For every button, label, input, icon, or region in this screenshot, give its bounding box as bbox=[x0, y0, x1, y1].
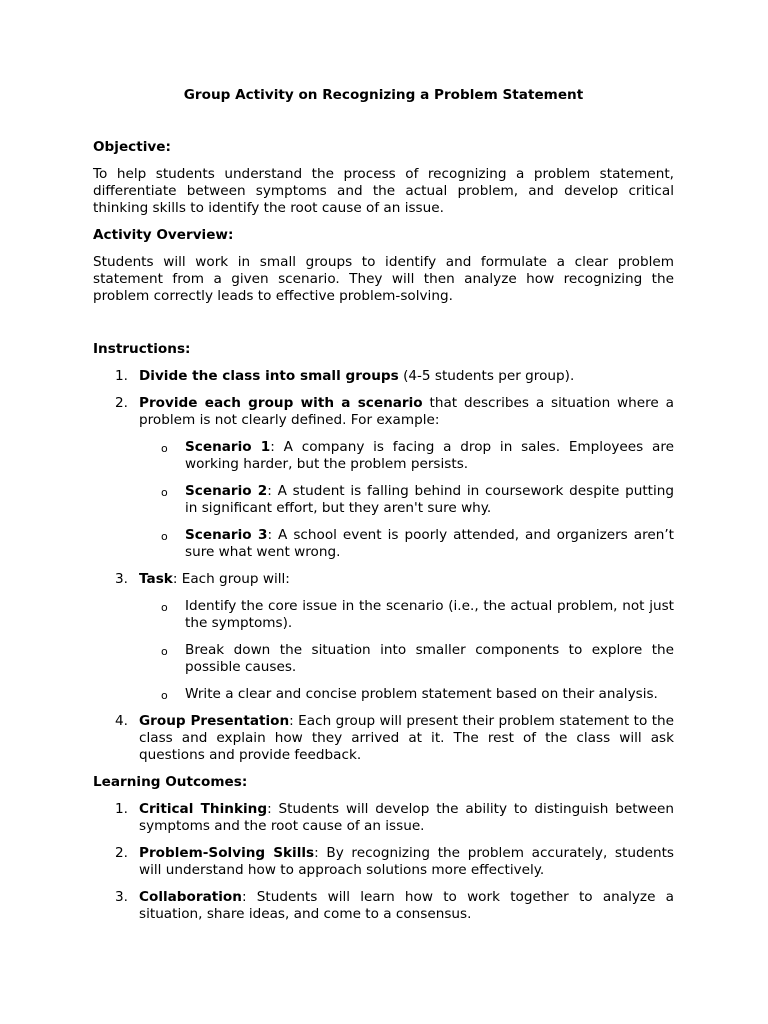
outcomes-heading: Learning Outcomes: bbox=[93, 774, 248, 790]
sub-list-item bbox=[139, 439, 674, 473]
sub-list-item bbox=[139, 642, 674, 676]
sub-item-rest-text: : A student is falling behind in coursework despite putting in significant effort, but they aren't sure why. bbox=[185, 483, 675, 516]
item-lead-bold: Divide the class into small groups bbox=[139, 368, 399, 384]
sub-list-item bbox=[139, 483, 674, 517]
item-number: 2. bbox=[115, 845, 128, 861]
sub-item-lead-bold: Scenario 2 bbox=[185, 483, 268, 499]
item-number: 2. bbox=[115, 395, 128, 411]
circle-bullet-icon: o bbox=[161, 442, 168, 455]
item-rest-text: (4-5 students per group). bbox=[398, 368, 575, 384]
sub-item-rest-text: : A school event is poorly attended, and organizers aren’t sure what went wrong. bbox=[185, 527, 674, 560]
item-number: 4. bbox=[115, 713, 128, 729]
list-item bbox=[93, 801, 674, 835]
list-item bbox=[93, 713, 674, 764]
item-text bbox=[139, 801, 674, 835]
item-lead-bold: Collaboration bbox=[139, 889, 242, 905]
item-number: 3. bbox=[115, 571, 128, 587]
item-rest-text: : Each group will present their problem statement to the class and explain how they arrived at it. The rest of the class will ask questions and provide feedback. bbox=[139, 713, 675, 763]
circle-bullet-icon: o bbox=[161, 689, 168, 702]
sub-item-text bbox=[185, 598, 674, 631]
sub-list-item bbox=[139, 598, 674, 632]
sub-list-item bbox=[139, 527, 674, 561]
objective-heading: Objective: bbox=[93, 139, 171, 155]
sub-item-rest-text: Identify the core issue in the scenario (i.e., the actual problem, not just the symptoms). bbox=[185, 598, 674, 631]
overview-text: Students will work in small groups to identify and formulate a clear problem statement from a given scenario. They will then analyze how recognizing the problem correctly leads to effective problem-solving. bbox=[93, 254, 674, 304]
sub-item-text bbox=[185, 686, 658, 702]
item-lead-bold: Group Presentation bbox=[139, 713, 290, 729]
item-number: 1. bbox=[115, 801, 128, 817]
outcomes-list bbox=[93, 801, 674, 923]
item-number: 1. bbox=[115, 368, 128, 384]
document-body bbox=[93, 139, 674, 933]
item-number: 3. bbox=[115, 889, 128, 905]
item-rest-text: that describes a situation where a problem is not clearly defined. For example: bbox=[139, 395, 674, 428]
item-text bbox=[139, 571, 674, 703]
item-lead-bold: Problem-Solving Skills bbox=[139, 845, 315, 861]
sub-item-lead-bold: Scenario 3 bbox=[185, 527, 268, 543]
circle-bullet-icon: o bbox=[161, 486, 168, 499]
sub-item-rest-text: Write a clear and concise problem statement based on their analysis. bbox=[185, 686, 658, 702]
sub-item-lead-bold: Scenario 1 bbox=[185, 439, 271, 455]
item-lead-bold: Critical Thinking bbox=[139, 801, 268, 817]
list-item bbox=[93, 395, 674, 561]
list-item bbox=[93, 889, 674, 923]
list-item bbox=[93, 368, 674, 385]
circle-bullet-icon: o bbox=[161, 601, 168, 614]
circle-bullet-icon: o bbox=[161, 530, 168, 543]
list-item bbox=[93, 571, 674, 703]
item-text bbox=[139, 889, 674, 923]
item-text bbox=[139, 845, 674, 879]
overview-heading: Activity Overview: bbox=[93, 227, 234, 243]
list-item bbox=[93, 845, 674, 879]
item-text bbox=[139, 713, 674, 764]
item-lead-bold: Provide each group with a scenario bbox=[139, 395, 423, 411]
item-rest-text: : Students will develop the ability to distinguish between symptoms and the root cause of an issue. bbox=[139, 801, 674, 834]
item-text bbox=[139, 368, 674, 385]
instructions-heading: Instructions: bbox=[93, 341, 191, 357]
sub-item-rest-text: : A company is facing a drop in sales. Employees are working harder, but the problem persists. bbox=[185, 439, 675, 472]
objective-text: To help students understand the process of recognizing a problem statement, differentiate between symptoms and the actual problem, and develop critical thinking skills to identify the root cause of an issue. bbox=[93, 166, 674, 216]
sub-item-text bbox=[185, 483, 674, 516]
item-rest-text: : By recognizing the problem accurately, students will understand how to approach solutions more effectively. bbox=[139, 845, 674, 878]
item-lead-bold: Task bbox=[139, 571, 173, 587]
sub-list-item bbox=[139, 686, 674, 703]
item-rest-text: : Each group will: bbox=[172, 571, 290, 587]
sub-item-rest-text: Break down the situation into smaller components to explore the possible causes. bbox=[185, 642, 674, 675]
sub-item-text bbox=[185, 439, 674, 472]
sub-item-text bbox=[185, 642, 674, 675]
sub-list bbox=[139, 598, 674, 703]
sub-item-text bbox=[185, 527, 674, 560]
document-title: Group Activity on Recognizing a Problem Statement bbox=[183, 87, 584, 103]
instructions-list bbox=[93, 368, 674, 764]
item-text bbox=[139, 395, 674, 561]
sub-list bbox=[139, 439, 674, 561]
circle-bullet-icon: o bbox=[161, 645, 168, 658]
section-spacer bbox=[93, 315, 674, 341]
item-rest-text: : Students will learn how to work together to analyze a situation, share ideas, and come to a consensus. bbox=[139, 889, 674, 922]
